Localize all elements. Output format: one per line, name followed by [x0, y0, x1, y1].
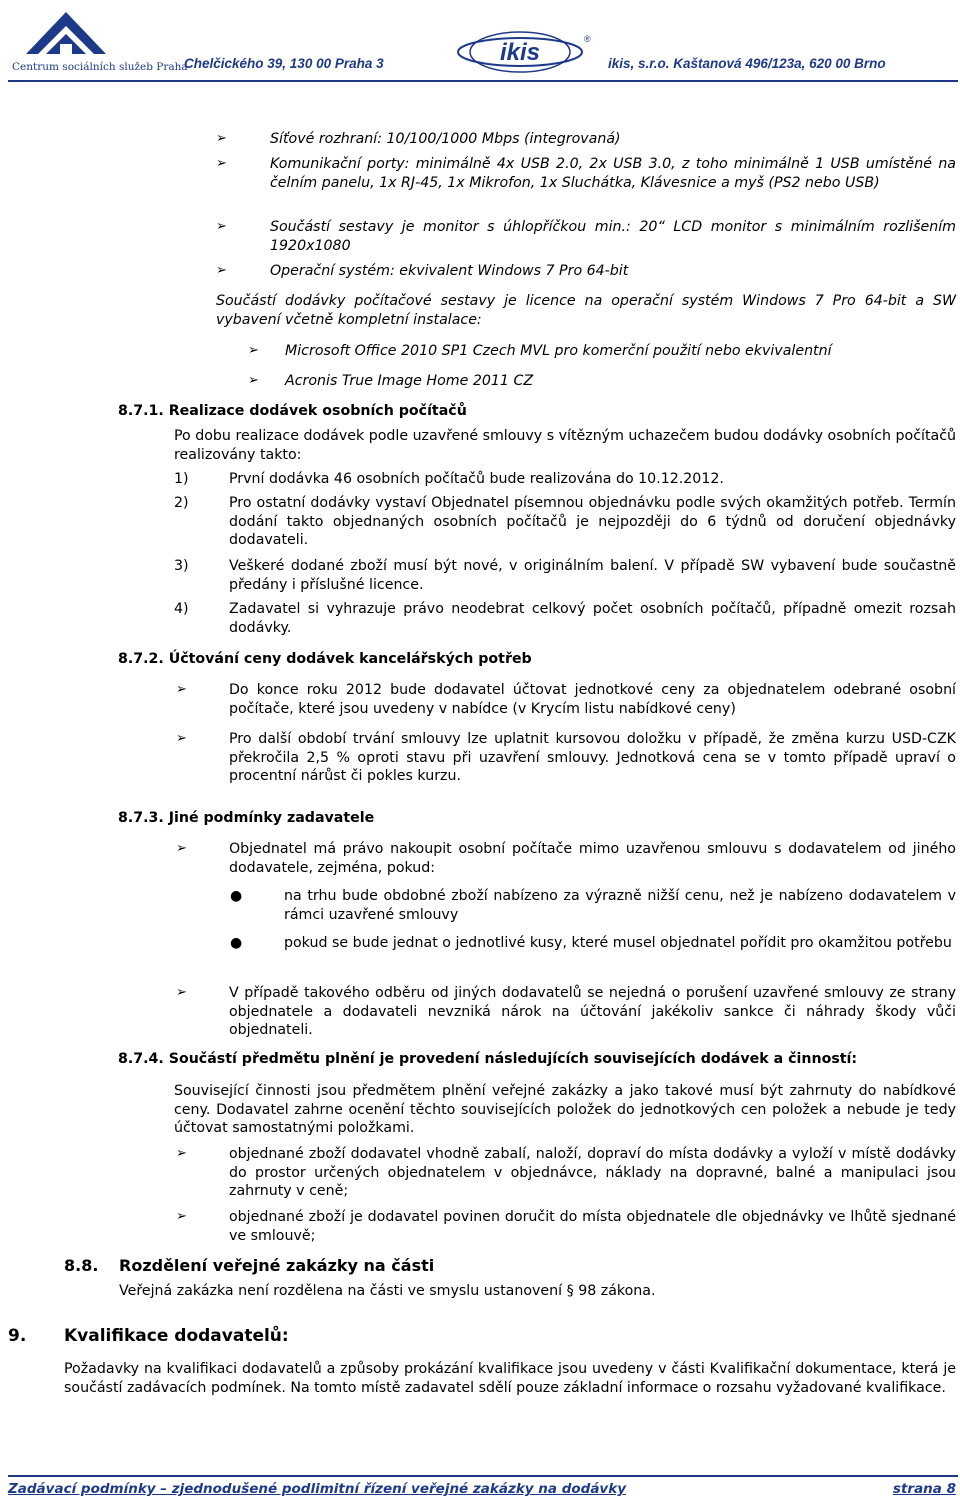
section-873-bullet: na trhu bude obdobné zboží nabízeno za výrazně nižší cenu, než je nabízeno dodavatelem v rámci uzavřené smlouvy — [284, 888, 956, 923]
section-871-intro: Po dobu realizace dodávek podle uzavřené smlouvy s vítězným uchazečem budou dodávky osobních počítačů realizovány takto: — [174, 428, 956, 463]
section-874-intro: Související činnosti jsou předmětem plnění veřejné zakázky a jako takové musí být zahrnuty do nabídkové ceny. Dodavatel zahrne ocenění těchto souvisejících položek do jednotkových cen položek a nebude je tedy účtovat samostatnými položkami. — [174, 1083, 956, 1136]
dot-bullet-icon: ● — [230, 888, 243, 904]
arrow-bullet-icon: ➢ — [176, 1209, 187, 1224]
section-871-heading: 8.7.1. Realizace dodávek osobních počítačů — [118, 403, 467, 419]
arrow-bullet-icon: ➢ — [176, 841, 187, 856]
license-intro: Součástí dodávky počítačové sestavy je licence na operační systém Windows 7 Pro 64-bit a SW vybavení včetně kompletní instalace: — [216, 293, 956, 328]
address-left: Chelčického 39, 130 00 Praha 3 — [184, 56, 384, 71]
section-88-heading: Rozdělení veřejné zakázky na části — [119, 1256, 435, 1275]
spec-item-monitor: Součástí sestavy je monitor s úhlopříčkou min.: 20“ LCD monitor s minimálním rozlišením 1920x1080 — [270, 219, 956, 254]
section-871-item: Pro ostatní dodávky vystaví Objednatel písemnou objednávku podle svých okamžitých potřeb. Termín dodání takto objednaných osobních počítačů je nejpozději do 6 týdnů od doručení objednávky dodavateli. — [229, 495, 956, 548]
svg-text:®: ® — [584, 34, 591, 44]
arrow-bullet-icon: ➢ — [248, 373, 259, 388]
dot-bullet-icon: ● — [230, 935, 243, 951]
ikis-logo-icon — [450, 28, 598, 76]
arrow-bullet-icon: ➢ — [216, 263, 227, 278]
section-874-item: objednané zboží je dodavatel povinen doručit do místa objednatele dle objednávky ve lhůtě sjednané ve smlouvě; — [229, 1209, 956, 1244]
section-871-item: Zadavatel si vyhrazuje právo neodebrat celkový počet osobních počítačů, případně omezit rozsah dodávky. — [229, 601, 956, 636]
arrow-bullet-icon: ➢ — [176, 682, 187, 697]
logo-left-text: Centrum sociálních služeb Praha — [12, 61, 188, 73]
software-item-acronis: Acronis True Image Home 2011 CZ — [285, 373, 534, 389]
section-872-item: Do konce roku 2012 bude dodavatel účtovat jednotkové ceny za objednatelem odebrané osobní počítače, které jsou uvedeny v nabídce (v Krycím listu nabídkové ceny) — [229, 682, 956, 717]
arrow-bullet-icon: ➢ — [176, 985, 187, 1000]
section-874-item: objednané zboží dodavatel vhodně zabalí, naloží, dopraví do místa dodávky a vyloží v místě dodávky do prostor určených objednatelem v objednávce, náklady na dopravné, balné a manipulaci jsou zahrnuty v ceně; — [229, 1146, 956, 1199]
arrow-bullet-icon: ➢ — [248, 343, 259, 358]
section-874-heading: 8.7.4. Součástí předmětu plnění je provedení následujících souvisejících dodávek a činností: — [118, 1051, 858, 1067]
section-9-number: 9. — [8, 1326, 27, 1346]
address-right: ikis, s.r.o. Kaštanová 496/123a, 620 00 Brno — [608, 56, 886, 71]
section-873-item: Objednatel má právo nakoupit osobní počítače mimo uzavřenou smlouvu s dodavatelem od jiného dodavatele, zejména, pokud: — [229, 841, 956, 876]
section-873-bullet: pokud se bude jednat o jednotlivé kusy, které musel objednatel pořídit pro okamžitou potřebu — [284, 935, 952, 951]
section-88-number: 8.8. — [64, 1256, 99, 1275]
spec-item-network: Síťové rozhraní: 10/100/1000 Mbps (integrovaná) — [270, 131, 621, 147]
list-number: 2) — [174, 495, 189, 511]
list-number: 4) — [174, 601, 189, 617]
list-number: 3) — [174, 558, 189, 574]
section-871-item: První dodávka 46 osobních počítačů bude realizována do 10.12.2012. — [229, 471, 724, 487]
footer-document-title: Zadávací podmínky – zjednodušené podlimitní řízení veřejné zakázky na dodávky — [8, 1481, 627, 1497]
css-praha-logo — [6, 4, 188, 78]
section-873-heading: 8.7.3. Jiné podmínky zadavatele — [118, 810, 375, 826]
footer-page-number: strana 8 — [892, 1481, 956, 1497]
arrow-bullet-icon: ➢ — [216, 156, 227, 171]
arrow-bullet-icon: ➢ — [176, 1146, 187, 1161]
section-873-item: V případě takového odběru od jiných dodavatelů se nejedná o porušení uzavřené smlouvy ze strany objednatele a dodavateli nevzniká nárok na účtování jakékoliv sankce či náhrady škody vůči objednateli. — [229, 985, 956, 1038]
software-item-office: Microsoft Office 2010 SP1 Czech MVL pro komerční použití nebo ekvivalentní — [285, 343, 832, 359]
house-logo-icon — [16, 4, 116, 56]
section-88-text: Veřejná zakázka není rozdělena na části ve smyslu ustanovení § 98 zákona. — [119, 1283, 656, 1299]
section-871-item: Veškeré dodané zboží musí být nové, v originálním balení. V případě SW vybavení bude součastně předány i příslušné licence. — [229, 558, 956, 593]
page-header — [0, 0, 960, 92]
arrow-bullet-icon: ➢ — [176, 731, 187, 746]
section-9-heading: Kvalifikace dodavatelů: — [64, 1326, 289, 1346]
spec-item-ports: Komunikační porty: minimálně 4x USB 2.0, 2x USB 3.0, z toho minimálně 1 USB umístěné na čelním panelu, 1x RJ-45, 1x Mikrofon, 1x Sluchátka, Klávesnice a myš (PS2 nebo USB) — [270, 156, 956, 191]
footer-divider — [8, 1475, 958, 1477]
section-872-item: Pro další období trvání smlouvy lze uplatnit kursovou doložku v případě, že změna kurzu USD-CZK překročila 2,5 % oproti stavu při uzavření smlouvy. Jednotková cena se v tomto případě upraví o procentní nárůst či pokles kurzu. — [229, 731, 956, 784]
arrow-bullet-icon: ➢ — [216, 131, 227, 146]
spec-item-os: Operační systém: ekvivalent Windows 7 Pro 64-bit — [270, 263, 629, 279]
section-9-text: Požadavky na kvalifikaci dodavatelů a způsoby prokázání kvalifikace jsou uvedeny v části Kvalifikační dokumentace, která je součástí zadávacích podmínek. Na tomto místě zadavatel sdělí pouze základní informace o rozsahu vyžadované kvalifikace. — [64, 1361, 956, 1396]
ikis-logo-text: ikis — [499, 39, 541, 66]
section-872-heading: 8.7.2. Účtování ceny dodávek kancelářských potřeb — [118, 651, 532, 667]
list-number: 1) — [174, 471, 189, 487]
arrow-bullet-icon: ➢ — [216, 219, 227, 234]
header-divider — [8, 80, 958, 82]
